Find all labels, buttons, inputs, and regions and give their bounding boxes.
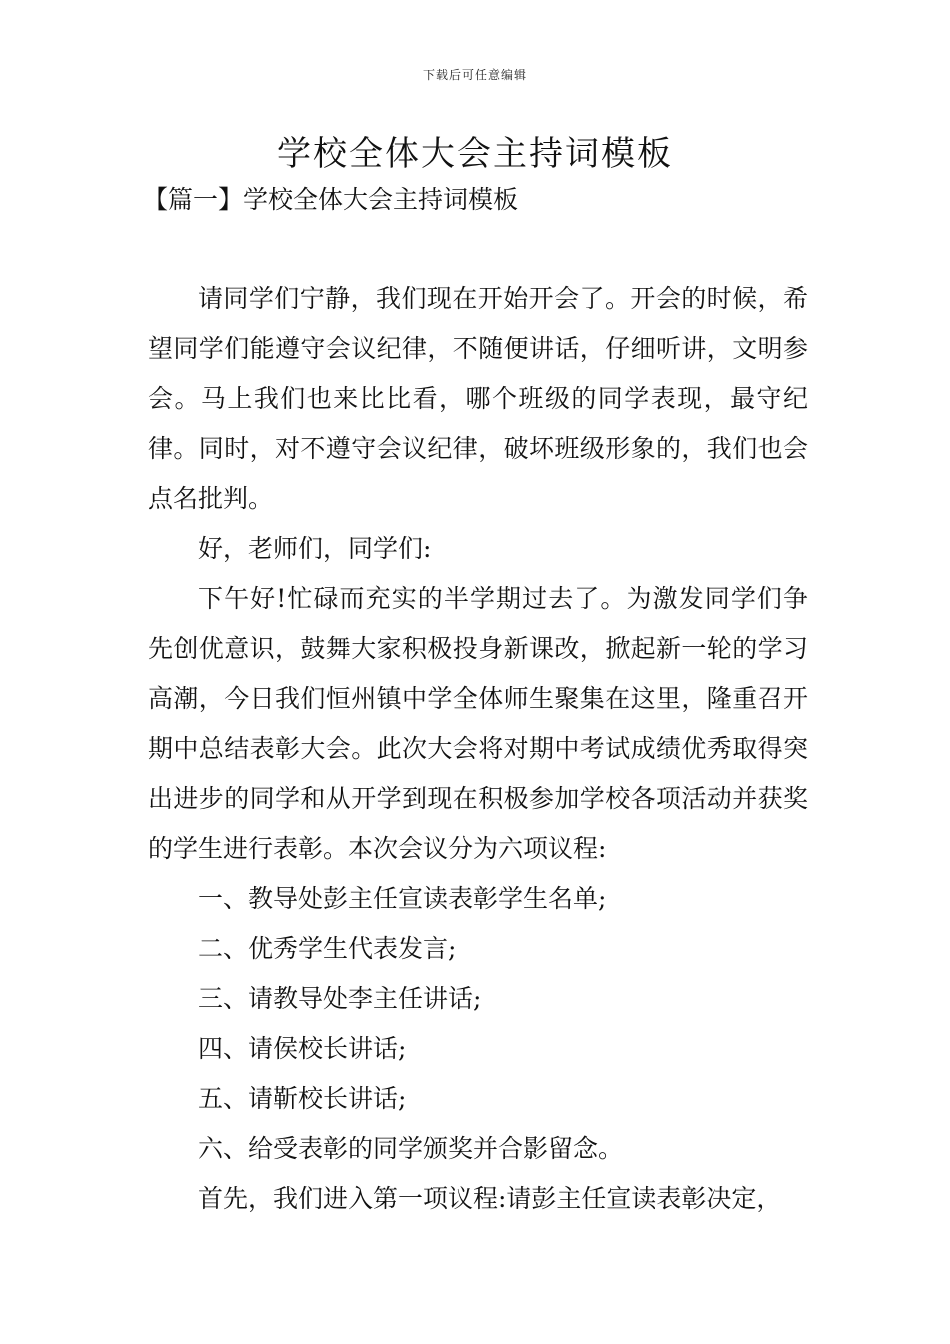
document-body: [148, 274, 808, 1224]
section-heading: 【篇一】学校全体大会主持词模板: [143, 185, 519, 214]
paragraph: 请同学们宁静，我们现在开始开会了。开会的时候，希望同学们能遵守会议纪律，不随便讲话，仔细听讲，文明参会。马上我们也来比比看，哪个班级的同学表现，最守纪律。同时，对不遵守会议纪律，破坏班级形象的，我们也会点名批判。: [148, 284, 808, 513]
paragraph: 下午好!忙碌而充实的半学期过去了。为激发同学们争先创优意识，鼓舞大家积极投身新课改，掀起新一轮的学习高潮，今日我们恒州镇中学全体师生聚集在这里，隆重召开期中总结表彰大会。此次大会将对期中考试成绩优秀取得突出进步的同学和从开学到现在积极参加学校各项活动并获奖的学生进行表彰。本次会议分为六项议程:: [148, 584, 808, 863]
document-title: 学校全体大会主持词模板: [277, 134, 673, 174]
header-note: 下载后可任意编辑: [422, 68, 527, 82]
agenda-item: 六、给受表彰的同学颁奖并合影留念。: [198, 1134, 624, 1163]
agenda-item: 五、请靳校长讲话;: [198, 1084, 407, 1113]
agenda-item: 四、请侯校长讲话;: [198, 1034, 407, 1063]
paragraph: 好，老师们，同学们:: [198, 534, 432, 563]
paragraph: 首先，我们进入第一项议程:请彭主任宣读表彰决定，: [198, 1184, 782, 1213]
agenda-item: 三、请教导处李主任讲话;: [198, 984, 482, 1013]
agenda-item: 二、优秀学生代表发言;: [198, 934, 457, 963]
agenda-item: 一、教导处彭主任宣读表彰学生名单;: [198, 884, 607, 913]
